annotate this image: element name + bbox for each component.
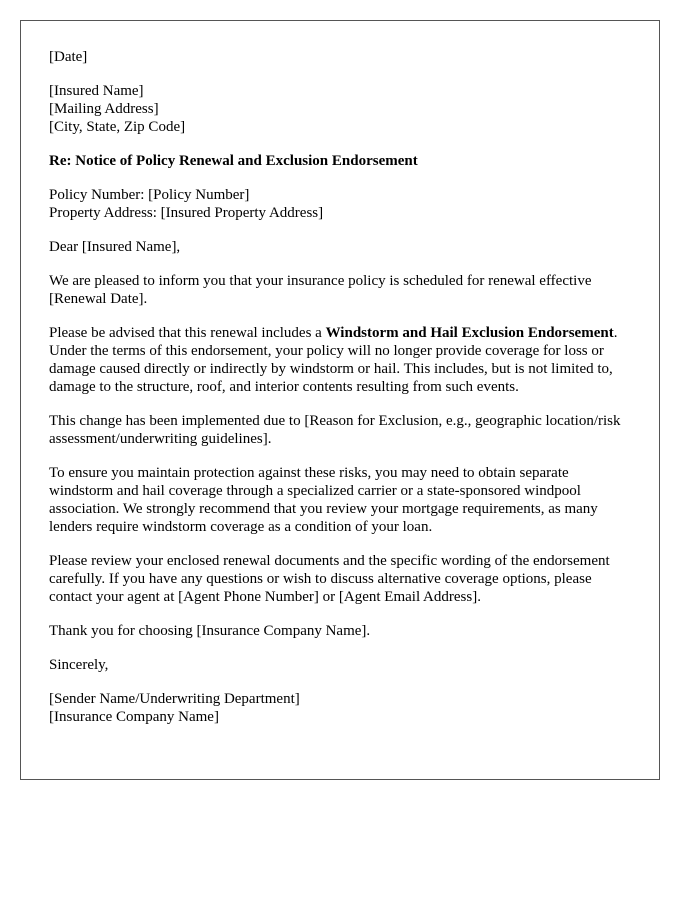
policy-info-block (49, 186, 631, 222)
recipient-block (49, 82, 631, 136)
exclusion-endorsement-name: Windstorm and Hail Exclusion Endorsement (325, 325, 614, 341)
sender-department: [Sender Name/Underwriting Department] (49, 691, 300, 707)
recipient-name: [Insured Name] (49, 83, 144, 99)
recipient-city-state-zip: [City, State, Zip Code] (49, 119, 186, 135)
exclusion-intro: Please be advised that this renewal includes a (49, 325, 326, 341)
property-address: Property Address: [Insured Property Address] (49, 205, 324, 221)
signature-block (49, 690, 631, 726)
date-line (49, 48, 631, 66)
paragraph-contact: Please review your enclosed renewal documents and the specific wording of the endorsement carefully. If you have any questions or wish to discuss alternative coverage options, please contact your agent at [Agent Phone Number] or [Agent Email Address]. (49, 553, 610, 605)
paragraph-exclusion (49, 324, 631, 396)
subject: Re: Notice of Policy Renewal and Exclusion Endorsement (49, 153, 418, 169)
closing: Sincerely, (49, 657, 109, 673)
date: [Date] (49, 49, 88, 65)
sender-company: [Insurance Company Name] (49, 709, 219, 725)
paragraph-renewal: We are pleased to inform you that your insurance policy is scheduled for renewal effective [Renewal Date]. (49, 273, 592, 307)
letter-page (20, 20, 660, 780)
salutation (49, 238, 631, 256)
policy-number: Policy Number: [Policy Number] (49, 187, 250, 203)
thanks-line: Thank you for choosing [Insurance Company Name]. (49, 623, 371, 639)
recipient-address: [Mailing Address] (49, 101, 159, 117)
paragraph-coverage-advice: To ensure you maintain protection against these risks, you may need to obtain separate windstorm and hail coverage through a specialized carrier or a state-sponsored windpool association. We strongly recommend that you review your mortgage requirements, as many lenders require windstorm coverage as a condition of your loan. (49, 465, 598, 535)
salutation-text: Dear [Insured Name], (49, 239, 181, 255)
subject-line (49, 152, 631, 170)
exclusion-details: . Under the terms of this endorsement, your policy will no longer provide coverage for loss or damage caused directly or indirectly by windstorm or hail. This includes, but is not limited to, damage to the structure, roof, and interior contents resulting from such events. (49, 325, 618, 395)
paragraph-reason: This change has been implemented due to [Reason for Exclusion, e.g., geographic location/risk assessment/underwriting guidelines]. (49, 413, 621, 447)
